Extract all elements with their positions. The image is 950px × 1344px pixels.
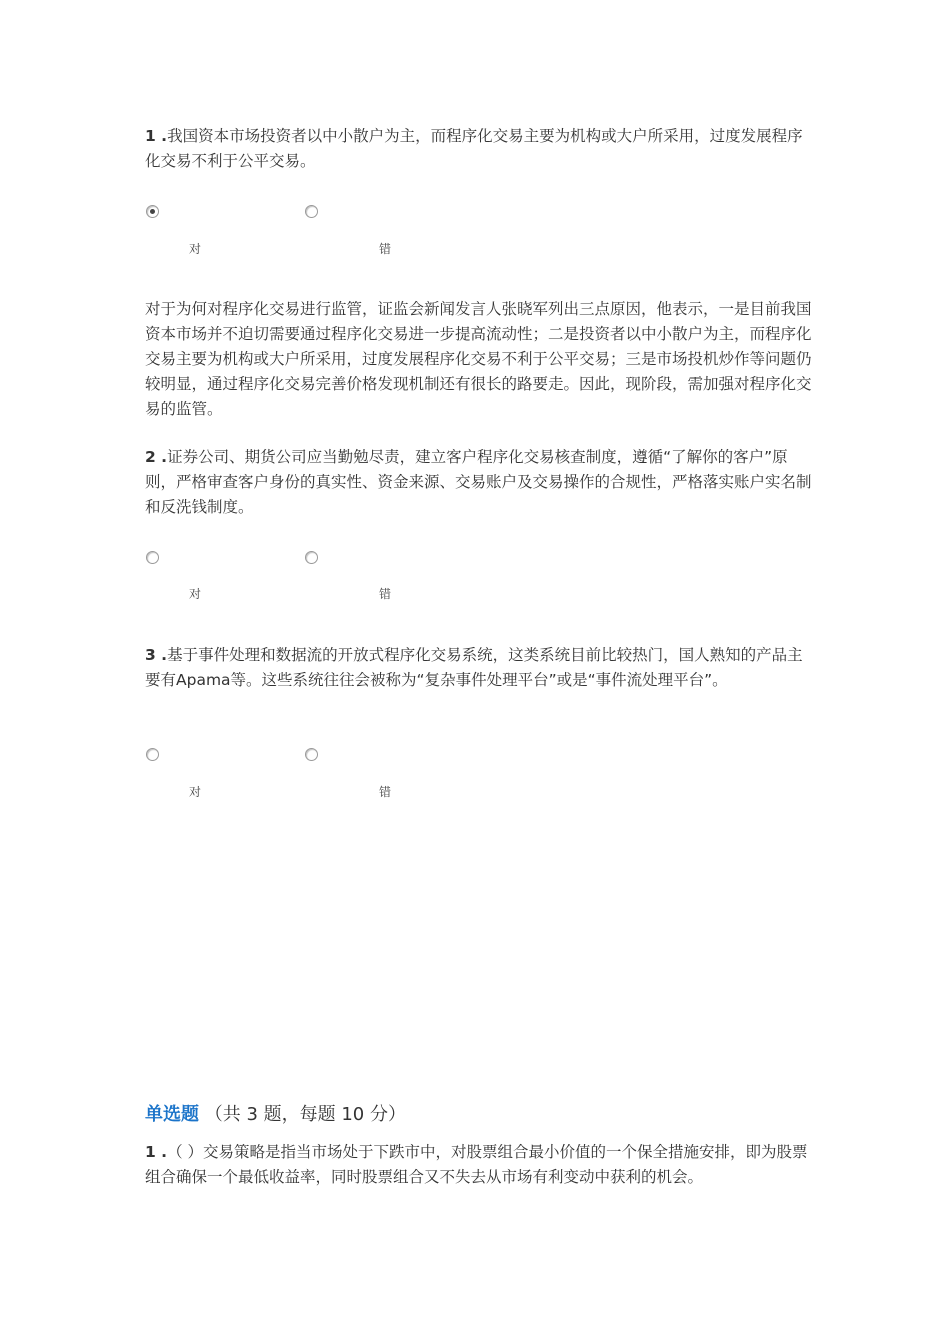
question-1-label-false: 错 [379, 242, 392, 256]
question-1-radio-false[interactable] [305, 205, 318, 218]
question-2-label-false: 错 [379, 587, 392, 601]
single-choice-question-1-number: 1 . [145, 1143, 168, 1161]
section-subtitle: （共 3 题，每题 10 分） [204, 1104, 406, 1125]
question-3 [145, 643, 815, 693]
question-1-number: 1 . [145, 127, 168, 145]
question-2-radio-true[interactable] [146, 551, 159, 564]
question-1-label-true: 对 [189, 242, 202, 256]
question-1-text: 1 .我国资本市场投资者以中小散户为主，而程序化交易主要为机构或大户所采用，过度发展程序化交易不利于公平交易。 [145, 127, 803, 170]
single-choice-question-1 [145, 1140, 815, 1190]
single-choice-question-1-text: 1 .（ ）交易策略是指当市场处于下跌市中，对股票组合最小价值的一个保全措施安排，即为股票组合确保一个最低收益率，同时股票组合又不失去从市场有利变动中获利的机会。 [145, 1143, 808, 1186]
question-1 [145, 124, 815, 174]
question-2 [145, 445, 815, 520]
question-1-radio-true[interactable] [146, 205, 159, 218]
question-3-text: 3 .基于事件处理和数据流的开放式程序化交易系统，这类系统目前比较热门，国人熟知的产品主要有Apama等。这些系统往往会被称为“复杂事件处理平台”或是“事件流处理平台”。 [145, 646, 803, 689]
question-2-text: 2 .证券公司、期货公司应当勤勉尽责，建立客户程序化交易核查制度，遵循“了解你的客户”原则，严格审查客户身份的真实性、资金来源、交易账户及交易操作的合规性，严格落实账户实名制和反洗钱制度。 [145, 448, 812, 516]
question-2-number: 2 . [145, 448, 168, 466]
question-3-label-true: 对 [189, 785, 202, 799]
question-3-radio-false[interactable] [305, 748, 318, 761]
question-2-radio-false[interactable] [305, 551, 318, 564]
question-2-label-true: 对 [189, 587, 202, 601]
question-3-label-false: 错 [379, 785, 392, 799]
section-title: 单选题 [145, 1104, 199, 1125]
question-3-radio-true[interactable] [146, 748, 159, 761]
explanation-text: 对于为何对程序化交易进行监管，证监会新闻发言人张晓军列出三点原因，他表示，一是目前我国资本市场并不迫切需要通过程序化交易进一步提高流动性；二是投资者以中小散户为主，而程序化交易主要为机构或大户所采用，过度发展程序化交易不利于公平交易；三是市场投机炒作等问题仍较明显，通过程序化交易完善价格发现机制还有很长的路要走。因此，现阶段，需加强对程序化交易的监管。 [145, 300, 812, 418]
question-3-number: 3 . [145, 646, 168, 664]
explanation-block [145, 297, 815, 422]
section-header [145, 1100, 406, 1126]
